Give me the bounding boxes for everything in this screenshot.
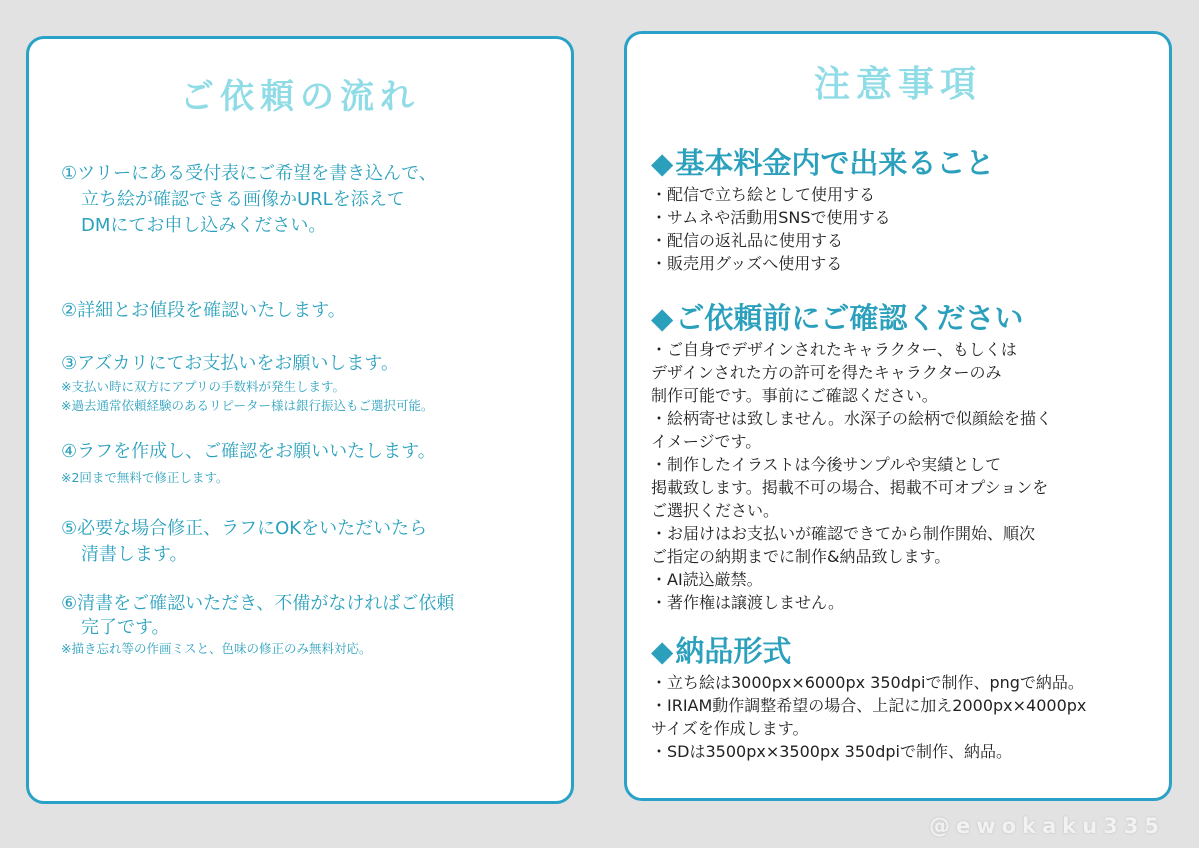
step-4 bbox=[61, 439, 561, 487]
step-line: ④ラフを作成し、ご確認をお願いいたします。 bbox=[61, 441, 436, 462]
step-line: ②詳細とお値段を確認いたします。 bbox=[61, 300, 346, 321]
step-line: DMにてお申し込みください。 bbox=[81, 215, 327, 236]
step-note: ※描き忘れ等の作画ミスと、色味の修正のみ無料対応。 bbox=[61, 641, 372, 656]
section-delivery-format bbox=[651, 633, 1151, 763]
step-note: ※支払い時に双方にアプリの手数料が発生します。 bbox=[61, 379, 345, 394]
section-item: ・サムネや活動用SNSで使用する bbox=[651, 208, 891, 227]
section-item: ・配信の返礼品に使用する bbox=[651, 231, 844, 250]
diamond-icon: ◆ bbox=[651, 301, 674, 335]
step-line: 完了です。 bbox=[81, 617, 170, 638]
step-note: ※過去通常依頼経験のあるリピーター様は銀行振込もご選択可能。 bbox=[61, 398, 434, 413]
section-item: サイズを作成します。 bbox=[651, 719, 809, 738]
section-heading-text: ご依頼前にご確認ください bbox=[675, 301, 1024, 335]
section-item: デザインされた方の許可を得たキャラクターのみ bbox=[651, 363, 1002, 382]
section-item: ・SDは3500px×3500px 350dpiで制作、納品。 bbox=[651, 742, 1012, 761]
step-line: ⑤必要な場合修正、ラフにOKをいただいたら bbox=[61, 518, 428, 539]
section-heading bbox=[651, 300, 1151, 336]
section-item: ・お届けはお支払いが確認できてから制作開始、順次 bbox=[651, 524, 1036, 543]
step-line: 清書します。 bbox=[81, 544, 188, 565]
watermark-handle: @ewokaku335 bbox=[929, 814, 1165, 838]
step-note: ※2回まで無料で修正します。 bbox=[61, 470, 229, 485]
step-line: 立ち絵が確認できる画像かURLを添えて bbox=[81, 189, 405, 210]
section-heading-text: 基本料金内で出来ること bbox=[675, 146, 995, 180]
section-item: ・立ち絵は3000px×6000px 350dpiで制作、pngで納品。 bbox=[651, 673, 1084, 692]
section-item: ご選択ください。 bbox=[651, 501, 780, 520]
step-3 bbox=[61, 351, 561, 415]
section-item: ・絵柄寄せは致しません。水深子の絵柄で似顔絵を描く bbox=[651, 409, 1052, 428]
section-item: ・配信で立ち絵として使用する bbox=[651, 185, 876, 204]
section-item: ・著作権は譲渡しません。 bbox=[651, 593, 844, 612]
section-item: ・IRIAM動作調整希望の場合、上記に加え2000px×4000px bbox=[651, 696, 1087, 715]
step-1 bbox=[61, 161, 561, 239]
section-item: ・ご自身でデザインされたキャラクター、もしくは bbox=[651, 340, 1017, 359]
section-included-usage bbox=[651, 145, 1151, 275]
section-item: 制作可能です。事前にご確認ください。 bbox=[651, 386, 938, 405]
section-item: ・AI読込厳禁。 bbox=[651, 570, 763, 589]
section-item: 掲載致します。掲載不可の場合、掲載不可オプションを bbox=[651, 478, 1049, 497]
section-heading-text: 納品形式 bbox=[675, 634, 792, 668]
step-2 bbox=[61, 298, 561, 324]
step-6 bbox=[61, 591, 561, 658]
notes-title: 注意事項 bbox=[813, 64, 982, 105]
section-item: ・販売用グッズへ使用する bbox=[651, 254, 843, 273]
notes-card bbox=[624, 31, 1172, 801]
step-line: ①ツリーにある受付表にご希望を書き込んで、 bbox=[61, 163, 437, 184]
section-heading bbox=[651, 145, 1151, 181]
step-line: ⑥清書をご確認いただき、不備がなければご依頼 bbox=[61, 593, 455, 614]
step-line: ③アズカリにてお支払いをお願いします。 bbox=[61, 353, 399, 374]
step-5 bbox=[61, 516, 561, 568]
diamond-icon: ◆ bbox=[651, 146, 674, 180]
section-heading bbox=[651, 633, 1151, 669]
flow-title: ご依頼の流れ bbox=[180, 77, 420, 117]
diamond-icon: ◆ bbox=[651, 634, 674, 668]
section-before-request bbox=[651, 300, 1151, 614]
section-item: イメージです。 bbox=[651, 432, 762, 451]
section-item: ・制作したイラストは今後サンプルや実績として bbox=[651, 455, 1002, 474]
flow-card bbox=[26, 36, 574, 804]
section-item: ご指定の納期までに制作&納品致します。 bbox=[651, 547, 951, 566]
